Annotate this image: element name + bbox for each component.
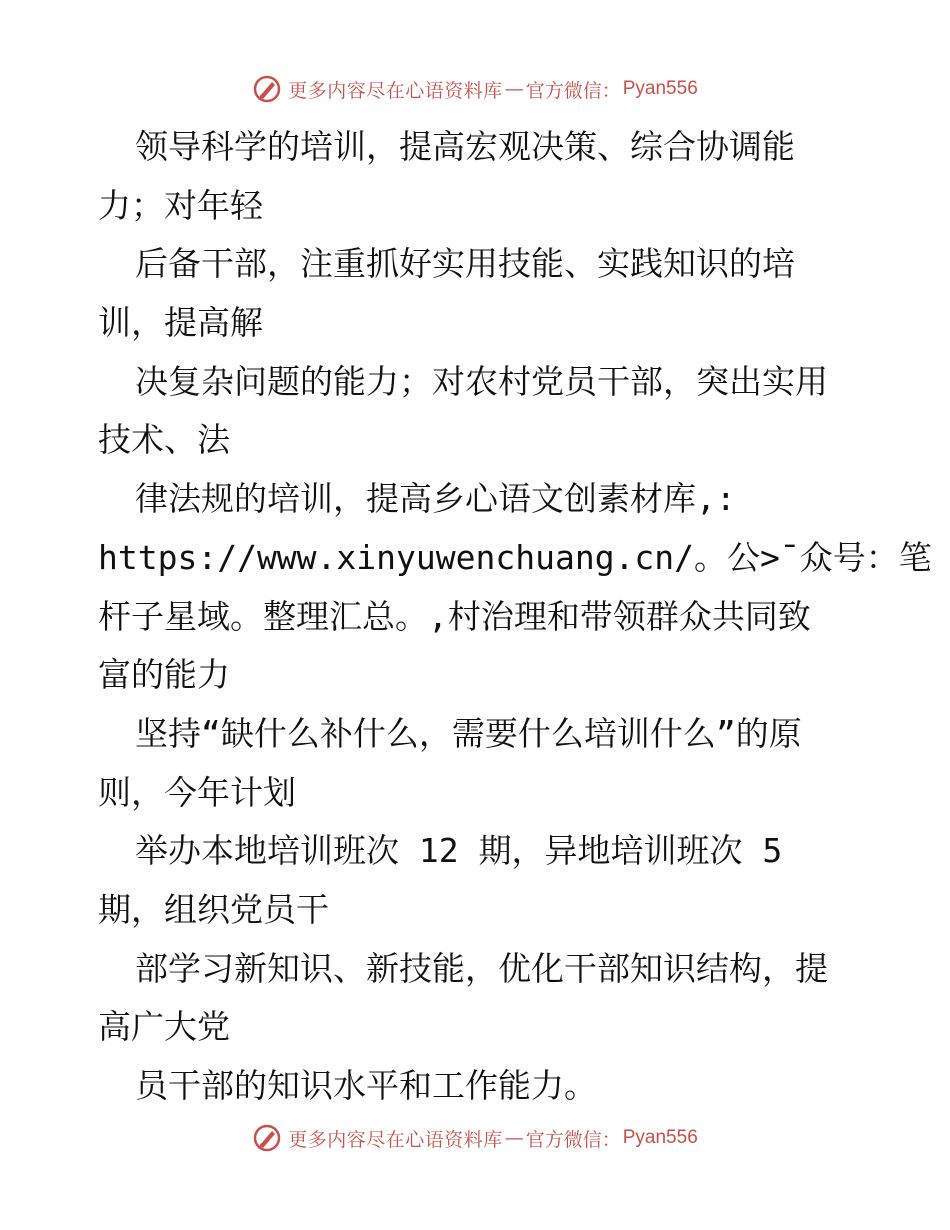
body-line: 技术、法 bbox=[98, 420, 230, 460]
body-line: 领导科学的培训，提高宏观决策、综合协调能 bbox=[135, 127, 795, 166]
body-line: 员干部的知识水平和工作能力。 bbox=[135, 1066, 597, 1105]
body-line: 力；对年轻 bbox=[98, 185, 263, 225]
body-line: 后备干部，注重抓好实用技能、实践知识的培 bbox=[135, 244, 795, 284]
watermark-contact-id: Pyan556 bbox=[622, 1127, 698, 1148]
watermark-separator: — bbox=[504, 1127, 524, 1149]
body-line: 训，提高解 bbox=[98, 303, 263, 343]
body-line: https://www.xinyuwenchuang.cn/。公>¯众号：笔 bbox=[98, 537, 932, 577]
footer-watermark bbox=[0, 1123, 950, 1153]
watermark-contact-label: 官方微信： bbox=[525, 1128, 621, 1151]
header-watermark bbox=[0, 74, 950, 104]
watermark-text: 更多内容尽在心语资料库 bbox=[288, 1128, 503, 1151]
body-line: 杆子星域。整理汇总。,村治理和带领群众共同致 bbox=[98, 596, 811, 636]
body-line: 高广大党 bbox=[98, 1007, 230, 1047]
body-line: 部学习新知识、新技能，优化干部知识结构，提 bbox=[135, 948, 828, 988]
body-line: 则，今年计划 bbox=[98, 772, 296, 812]
body-line: 举办本地培训班次 12 期，异地培训班次 5 bbox=[135, 831, 783, 871]
body-line: 决复杂问题的能力；对农村党员干部，突出实用 bbox=[135, 361, 828, 401]
watermark-contact-id: Pyan556 bbox=[622, 78, 698, 99]
pen-logo-icon bbox=[252, 74, 282, 104]
watermark-contact-label: 官方微信： bbox=[525, 79, 621, 102]
document-body bbox=[98, 118, 932, 1116]
body-line: 律法规的培训，提高乡心语文创素材库,: bbox=[135, 479, 736, 519]
watermark-separator: — bbox=[504, 78, 524, 100]
pen-logo-icon bbox=[252, 1123, 282, 1153]
body-line: 期，组织党员干 bbox=[98, 889, 329, 929]
watermark-text: 更多内容尽在心语资料库 bbox=[288, 79, 503, 102]
body-line: 富的能力 bbox=[98, 655, 230, 695]
body-line: 坚持“缺什么补什么，需要什么培训什么”的原 bbox=[135, 713, 802, 753]
